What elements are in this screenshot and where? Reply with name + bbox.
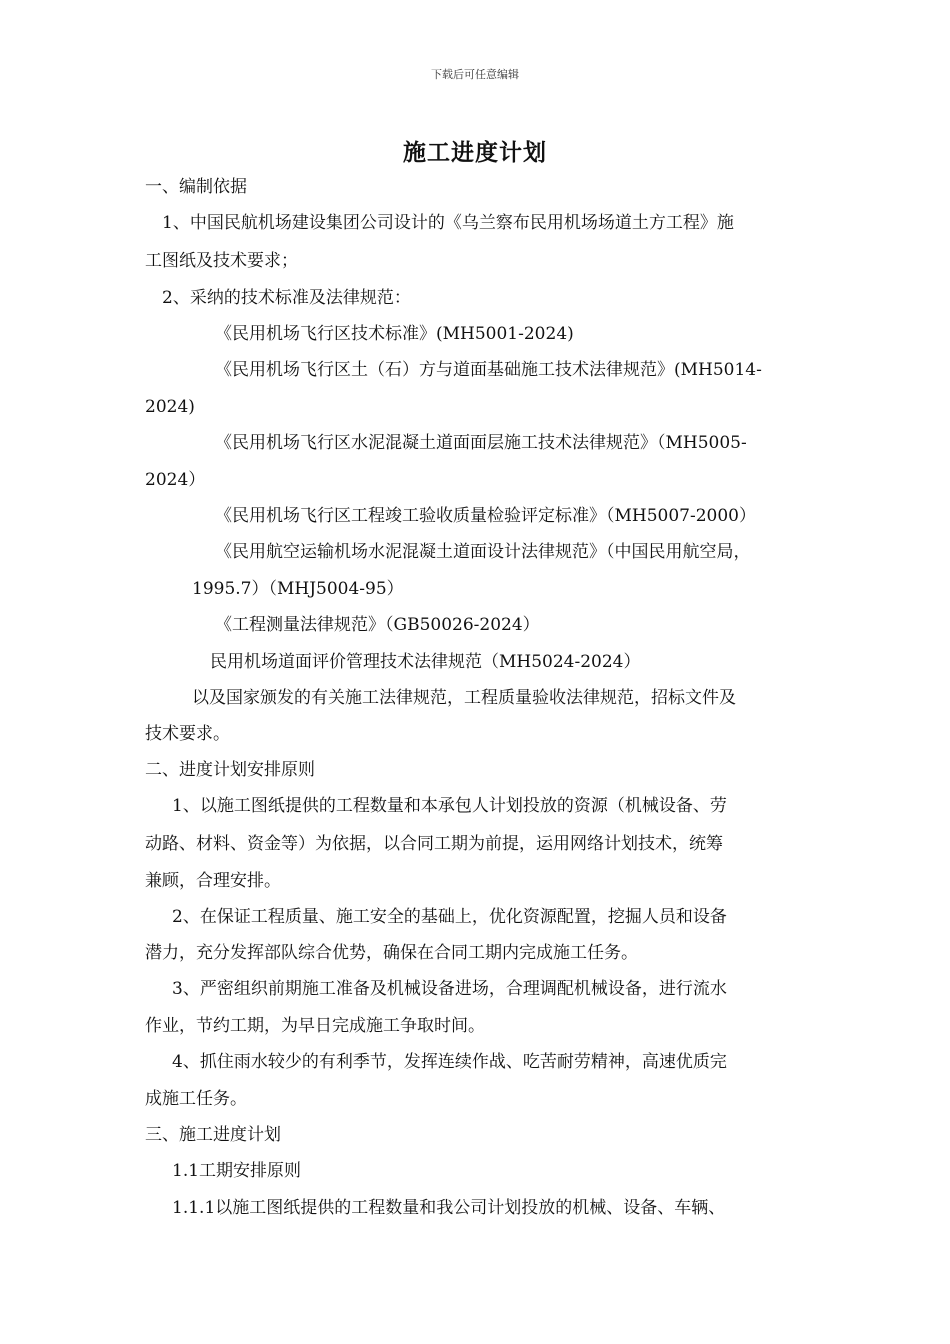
standard-item-cont: 2024） <box>145 470 206 490</box>
section-heading-3: 三、施工进度计划 <box>145 1125 281 1145</box>
page-title: 施工进度计划 <box>403 140 547 166</box>
standard-item-cont: 1995.7）（MHJ5004-95） <box>192 579 404 599</box>
paragraph-line: 动路、材料、资金等）为依据，以合同工期为前提，运用网络计划技术，统筹 <box>145 834 723 854</box>
paragraph-line: 3、严密组织前期施工准备及机械设备进场，合理调配机械设备，进行流水 <box>172 979 727 999</box>
subsection-heading: 1.1工期安排原则 <box>172 1161 302 1181</box>
standard-item: 《民用机场飞行区技术标准》(MH5001-2024) <box>215 324 574 344</box>
paragraph-line: 2、在保证工程质量、施工安全的基础上，优化资源配置，挖掘人员和设备 <box>172 907 727 927</box>
standard-item: 《民用机场飞行区水泥混凝土道面面层施工技术法律规范》（MH5005- <box>215 433 747 453</box>
paragraph-line: 1、中国民航机场建设集团公司设计的《乌兰察布民用机场场道土方工程》施 <box>162 213 734 233</box>
paragraph-line: 工图纸及技术要求； <box>145 251 298 271</box>
paragraph-line: 兼顾，合理安排。 <box>145 871 281 891</box>
paragraph-line: 技术要求。 <box>145 724 230 744</box>
paragraph-line: 1.1.1以施工图纸提供的工程数量和我公司计划投放的机械、设备、车辆、 <box>172 1198 726 1218</box>
standard-item-cont: 2024) <box>145 397 195 417</box>
standard-item: 《民用机场飞行区工程竣工验收质量检验评定标准》（MH5007-2000） <box>215 506 757 526</box>
paragraph-line: 2、采纳的技术标准及法律规范： <box>162 288 411 308</box>
header-note: 下载后可任意编辑 <box>431 68 519 81</box>
paragraph-line: 1、以施工图纸提供的工程数量和本承包人计划投放的资源（机械设备、劳 <box>172 796 727 816</box>
section-heading-1: 一、编制依据 <box>145 177 247 197</box>
paragraph-line: 4、抓住雨水较少的有利季节，发挥连续作战、吃苦耐劳精神，高速优质完 <box>172 1052 727 1072</box>
section-heading-2: 二、进度计划安排原则 <box>145 760 315 780</box>
paragraph-line: 作业，节约工期，为早日完成施工争取时间。 <box>145 1016 485 1036</box>
standard-item: 《民用机场飞行区土（石）方与道面基础施工技术法律规范》(MH5014- <box>215 360 762 380</box>
paragraph-line: 成施工任务。 <box>145 1089 247 1109</box>
standard-item: 《工程测量法律规范》（GB50026-2024） <box>215 615 540 635</box>
standard-item: 《民用航空运输机场水泥混凝土道面设计法律规范》（中国民用航空局， <box>215 542 751 562</box>
standard-item: 民用机场道面评价管理技术法律规范（MH5024-2024） <box>210 652 641 672</box>
paragraph-line: 以及国家颁发的有关施工法律规范，工程质量验收法律规范，招标文件及 <box>192 688 736 708</box>
paragraph-line: 潜力，充分发挥部队综合优势，确保在合同工期内完成施工任务。 <box>145 943 638 963</box>
